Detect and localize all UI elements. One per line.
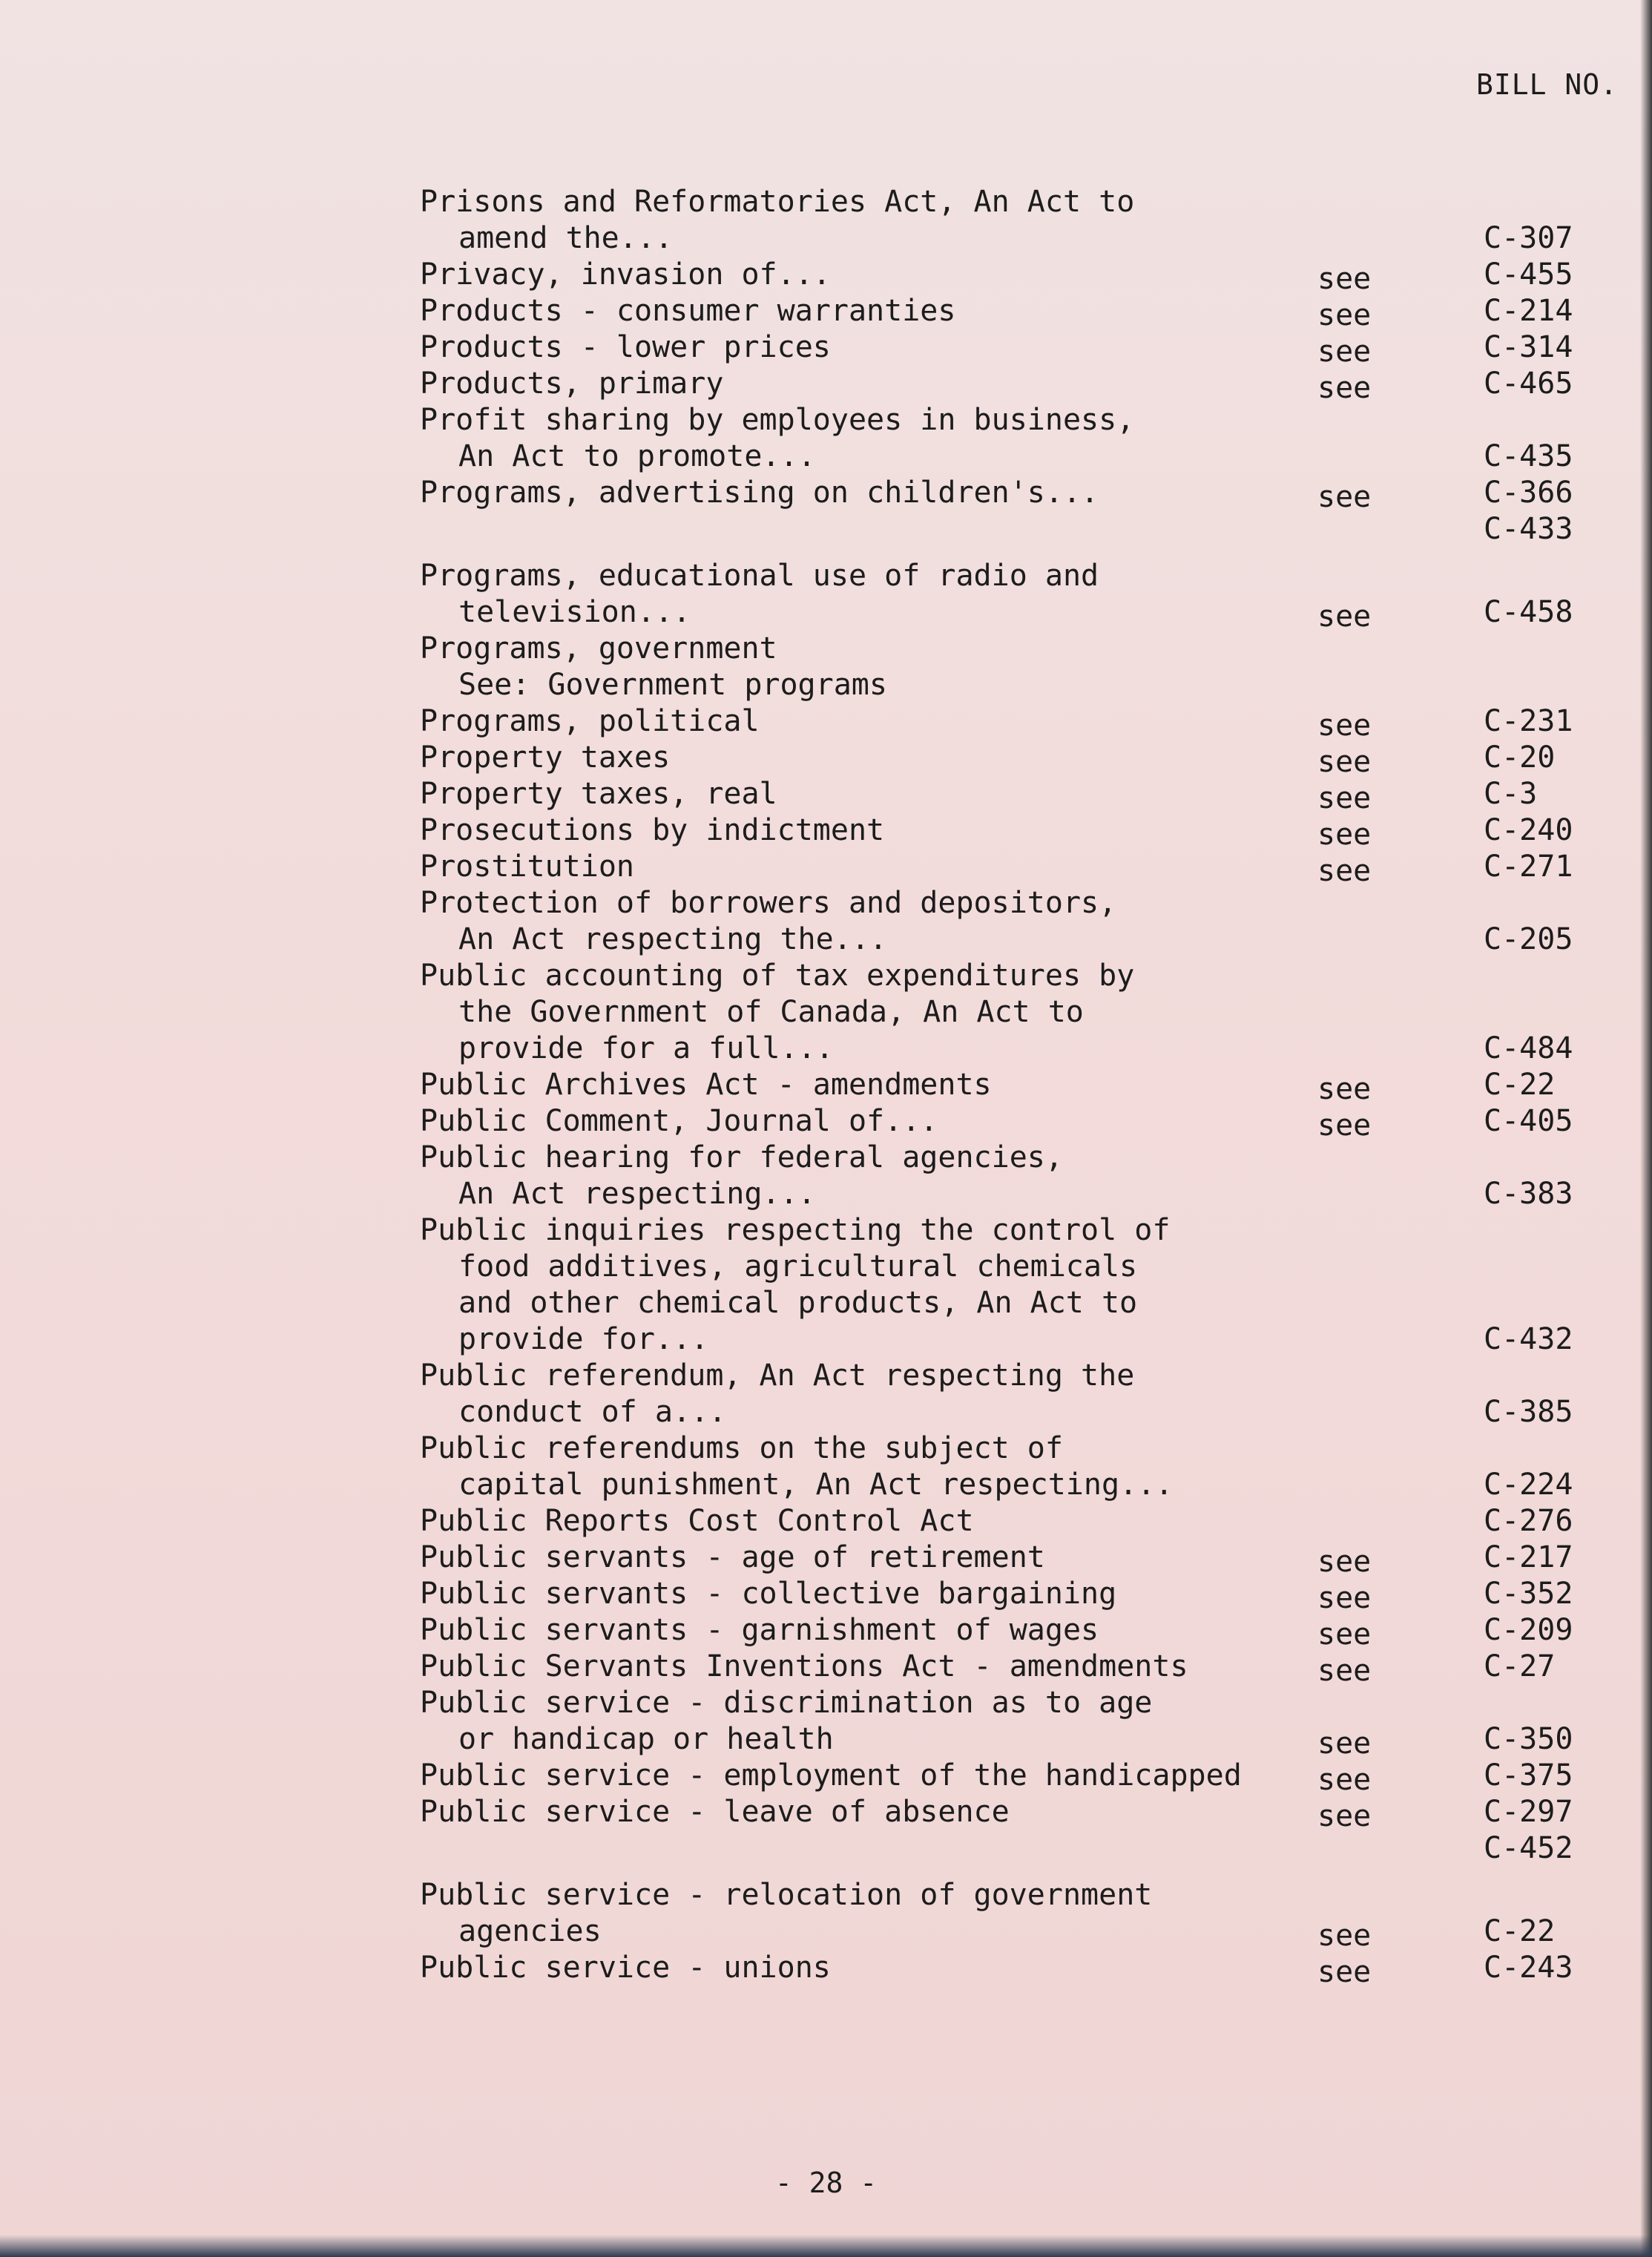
index-entry <box>420 1103 1573 1143</box>
bill-number: C-314 <box>1484 330 1573 364</box>
bill-number-additional: C-433 <box>1484 512 1573 546</box>
index-entry <box>420 329 1573 369</box>
see-reference: see <box>1317 854 1372 888</box>
entry-line <box>420 921 1573 958</box>
entry-gap <box>420 548 1570 558</box>
index-list <box>420 184 1573 1989</box>
bill-number: C-224 <box>1484 1468 1573 1502</box>
entry-subject: Public Archives Act - amendments <box>420 1068 992 1102</box>
entry-subject-continued: amend the... <box>458 221 673 255</box>
entry-subject: Public Reports Cost Control Act <box>420 1504 974 1538</box>
entry-subject-continued: conduct of a... <box>458 1395 727 1429</box>
entry-line <box>420 475 1573 514</box>
entry-subject: Public servants - collective bargaining <box>420 1577 1117 1611</box>
index-entry <box>420 849 1573 888</box>
entry-line <box>420 667 1570 703</box>
entry-line <box>420 1212 1570 1249</box>
entry-line <box>420 1031 1573 1067</box>
entry-subject: Profit sharing by employees in business, <box>420 403 1135 437</box>
entry-line <box>420 438 1573 475</box>
bill-number: C-276 <box>1484 1504 1573 1538</box>
bill-number: C-214 <box>1484 294 1573 328</box>
index-entry <box>420 1950 1573 1989</box>
bill-number: C-352 <box>1484 1577 1573 1611</box>
entry-subject: Prostitution <box>420 850 634 884</box>
entry-subject-continued: the Government of Canada, An Act to <box>458 995 1084 1029</box>
bill-number: C-307 <box>1484 221 1573 255</box>
entry-subject: Products - lower prices <box>420 330 831 364</box>
entry-subject: Prosecutions by indictment <box>420 813 885 847</box>
entry-line <box>420 257 1573 296</box>
entry-line <box>420 703 1573 743</box>
entry-line <box>420 1503 1573 1540</box>
entry-line <box>420 1576 1573 1615</box>
bill-number: C-366 <box>1484 476 1573 510</box>
entry-subject: Public referendums on the subject of <box>420 1431 1063 1465</box>
entry-subject: Public servants - garnishment of wages <box>420 1613 1099 1647</box>
index-entry <box>420 958 1573 1067</box>
entry-subject: Prisons and Reformatories Act, An Act to <box>420 185 1135 219</box>
bill-number: C-27 <box>1484 1649 1556 1683</box>
bill-number: C-20 <box>1484 740 1556 775</box>
see-reference: see <box>1317 781 1372 815</box>
entry-line <box>420 1249 1570 1285</box>
entry-line <box>420 885 1570 921</box>
entry-line <box>420 1794 1573 1833</box>
index-entry <box>420 1140 1573 1212</box>
see-reference: see <box>1317 745 1372 779</box>
entry-subject: Public accounting of tax expenditures by <box>420 959 1135 993</box>
see-reference: see <box>1317 1799 1372 1833</box>
entry-subject: Public hearing for federal agencies, <box>420 1140 1063 1175</box>
index-entry <box>420 1358 1573 1430</box>
entry-subject-continued: An Act respecting... <box>458 1177 816 1211</box>
entry-subject-continued: provide for a full... <box>458 1031 834 1065</box>
index-entry <box>420 885 1573 958</box>
entry-subject-continued: provide for... <box>458 1322 709 1356</box>
entry-subject: Public service - discrimination as to age <box>420 1686 1153 1720</box>
see-reference: see <box>1317 818 1372 852</box>
entry-subject: Property taxes <box>420 740 671 775</box>
bill-number: C-240 <box>1484 813 1573 847</box>
entry-line <box>420 1430 1570 1467</box>
entry-subject: Privacy, invasion of... <box>420 257 831 292</box>
entry-subject: Public Comment, Journal of... <box>420 1104 938 1138</box>
entry-line <box>420 812 1573 852</box>
entry-line <box>420 1394 1573 1430</box>
see-reference: see <box>1317 599 1372 634</box>
see-reference: see <box>1317 371 1372 405</box>
index-entry <box>420 1685 1573 1761</box>
entry-subject-continued: agencies <box>458 1914 602 1948</box>
index-entry <box>420 1576 1573 1615</box>
bill-no-heading: BILL NO. <box>1476 68 1619 101</box>
entry-subject: Public inquiries respecting the control of <box>420 1213 1171 1247</box>
entry-line <box>420 511 1573 548</box>
index-entry <box>420 184 1573 257</box>
entry-line <box>420 1140 1570 1176</box>
see-reference: see <box>1317 298 1372 332</box>
see-reference: see <box>1317 1617 1372 1652</box>
entry-line <box>420 1830 1573 1867</box>
index-entry <box>420 366 1573 405</box>
see-reference: see <box>1317 1955 1372 1989</box>
entry-line <box>420 849 1573 888</box>
entry-subject-continued: capital punishment, An Act respecting... <box>458 1468 1174 1502</box>
entry-subject: Programs, political <box>420 704 760 738</box>
see-reference: see <box>1317 1545 1372 1579</box>
index-entry <box>420 1212 1573 1358</box>
index-entry <box>420 1430 1573 1503</box>
see-reference: see <box>1317 1072 1372 1106</box>
bill-number: C-217 <box>1484 1540 1573 1574</box>
entry-subject: Public service - relocation of government <box>420 1878 1153 1912</box>
bill-number: C-465 <box>1484 367 1573 401</box>
scan-edge-bottom <box>0 2235 1652 2257</box>
entry-line <box>420 1913 1570 1953</box>
see-reference: see <box>1317 1654 1372 1688</box>
index-entry <box>420 631 1570 703</box>
entry-line <box>420 1649 1570 1688</box>
entry-line <box>420 1285 1570 1321</box>
index-entry <box>420 1649 1570 1688</box>
bill-number: C-350 <box>1484 1722 1573 1756</box>
index-entry <box>420 402 1573 475</box>
bill-number: C-243 <box>1484 1951 1573 1985</box>
entry-subject: Property taxes, real <box>420 777 777 811</box>
entry-line <box>420 958 1570 994</box>
bill-number: C-435 <box>1484 439 1573 473</box>
entry-line <box>420 1067 1570 1106</box>
bill-number: C-432 <box>1484 1322 1573 1356</box>
entry-subject: Protection of borrowers and depositors, <box>420 886 1117 920</box>
bill-number: C-375 <box>1484 1758 1573 1793</box>
index-entry <box>420 1540 1573 1579</box>
entry-subject-continued: An Act respecting the... <box>458 922 887 956</box>
see-reference: see <box>1317 1763 1372 1797</box>
entry-subject: Public referendum, An Act respecting the <box>420 1359 1135 1393</box>
entry-subject: Public Servants Inventions Act - amendments <box>420 1649 1188 1683</box>
entry-line <box>420 1877 1570 1913</box>
entry-line <box>420 293 1573 332</box>
index-entry <box>420 1503 1573 1540</box>
entry-line <box>420 1685 1570 1721</box>
scan-edge-right <box>1640 0 1652 2257</box>
entry-subject-continued: television... <box>458 595 691 629</box>
see-reference: see <box>1317 1108 1372 1143</box>
entry-line <box>420 1950 1573 1989</box>
index-entry <box>420 1612 1573 1652</box>
entry-subject-continued: See: Government programs <box>458 668 887 702</box>
entry-subject: Products, primary <box>420 367 724 401</box>
entry-line <box>420 1103 1573 1143</box>
see-reference: see <box>1317 480 1372 514</box>
bill-number: C-3 <box>1484 777 1538 811</box>
entry-subject-continued: food additives, agricultural chemicals <box>458 1249 1138 1284</box>
bill-number-additional: C-452 <box>1484 1831 1573 1865</box>
bill-number: C-455 <box>1484 257 1573 292</box>
index-entry <box>420 1877 1570 1953</box>
bill-number: C-458 <box>1484 595 1573 629</box>
entry-subject-continued: and other chemical products, An Act to <box>458 1286 1138 1320</box>
bill-number: C-385 <box>1484 1395 1573 1429</box>
entry-line <box>420 220 1573 257</box>
entry-subject: Programs, government <box>420 631 777 666</box>
entry-subject-continued: An Act to promote... <box>458 439 816 473</box>
index-entry <box>420 740 1570 779</box>
entry-line <box>420 184 1570 220</box>
index-entry <box>420 257 1573 296</box>
entry-line <box>420 1612 1573 1652</box>
entry-subject: Programs, educational use of radio and <box>420 559 1099 593</box>
entry-subject: Public servants - age of retirement <box>420 1540 1045 1574</box>
entry-line <box>420 558 1570 594</box>
see-reference: see <box>1317 1581 1372 1615</box>
index-entry <box>420 812 1573 852</box>
entry-line <box>420 366 1573 405</box>
see-reference: see <box>1317 1919 1372 1953</box>
bill-number: C-484 <box>1484 1031 1573 1065</box>
entry-line <box>420 776 1570 815</box>
bill-number: C-209 <box>1484 1613 1573 1647</box>
entry-line <box>420 1540 1573 1579</box>
entry-line <box>420 329 1573 369</box>
bill-number: C-22 <box>1484 1068 1556 1102</box>
entry-subject: Public service - employment of the handicapped <box>420 1758 1242 1793</box>
entry-subject: Public service - leave of absence <box>420 1795 1010 1829</box>
page-number: - 28 - <box>774 2166 878 2199</box>
entry-line <box>420 1758 1573 1797</box>
bill-number: C-205 <box>1484 922 1573 956</box>
entry-line <box>420 1358 1570 1394</box>
entry-line <box>420 1176 1573 1212</box>
entry-line <box>420 1467 1573 1503</box>
index-entry <box>420 475 1573 548</box>
entry-subject: Products - consumer warranties <box>420 294 956 328</box>
index-entry <box>420 293 1573 332</box>
bill-number: C-297 <box>1484 1795 1573 1829</box>
entry-line <box>420 402 1570 438</box>
index-entry <box>420 776 1570 815</box>
see-reference: see <box>1317 709 1372 743</box>
see-reference: see <box>1317 262 1372 296</box>
index-entry <box>420 558 1573 634</box>
bill-number: C-231 <box>1484 704 1573 738</box>
bill-number: C-383 <box>1484 1177 1573 1211</box>
entry-subject: Programs, advertising on children's... <box>420 476 1099 510</box>
entry-line <box>420 740 1570 779</box>
entry-line <box>420 1321 1573 1358</box>
index-entry <box>420 1794 1573 1867</box>
see-reference: see <box>1317 1727 1372 1761</box>
entry-line <box>420 631 1570 667</box>
entry-line <box>420 1721 1573 1761</box>
index-entry <box>420 703 1573 743</box>
entry-line <box>420 594 1573 634</box>
entry-line <box>420 994 1570 1031</box>
see-reference: see <box>1317 335 1372 369</box>
bill-number: C-22 <box>1484 1914 1556 1948</box>
entry-subject: Public service - unions <box>420 1951 831 1985</box>
bill-number: C-405 <box>1484 1104 1573 1138</box>
entry-subject-continued: or handicap or health <box>458 1722 834 1756</box>
index-entry <box>420 1067 1570 1106</box>
index-entry <box>420 1758 1573 1797</box>
entry-gap <box>420 1867 1570 1877</box>
bill-number: C-271 <box>1484 850 1573 884</box>
